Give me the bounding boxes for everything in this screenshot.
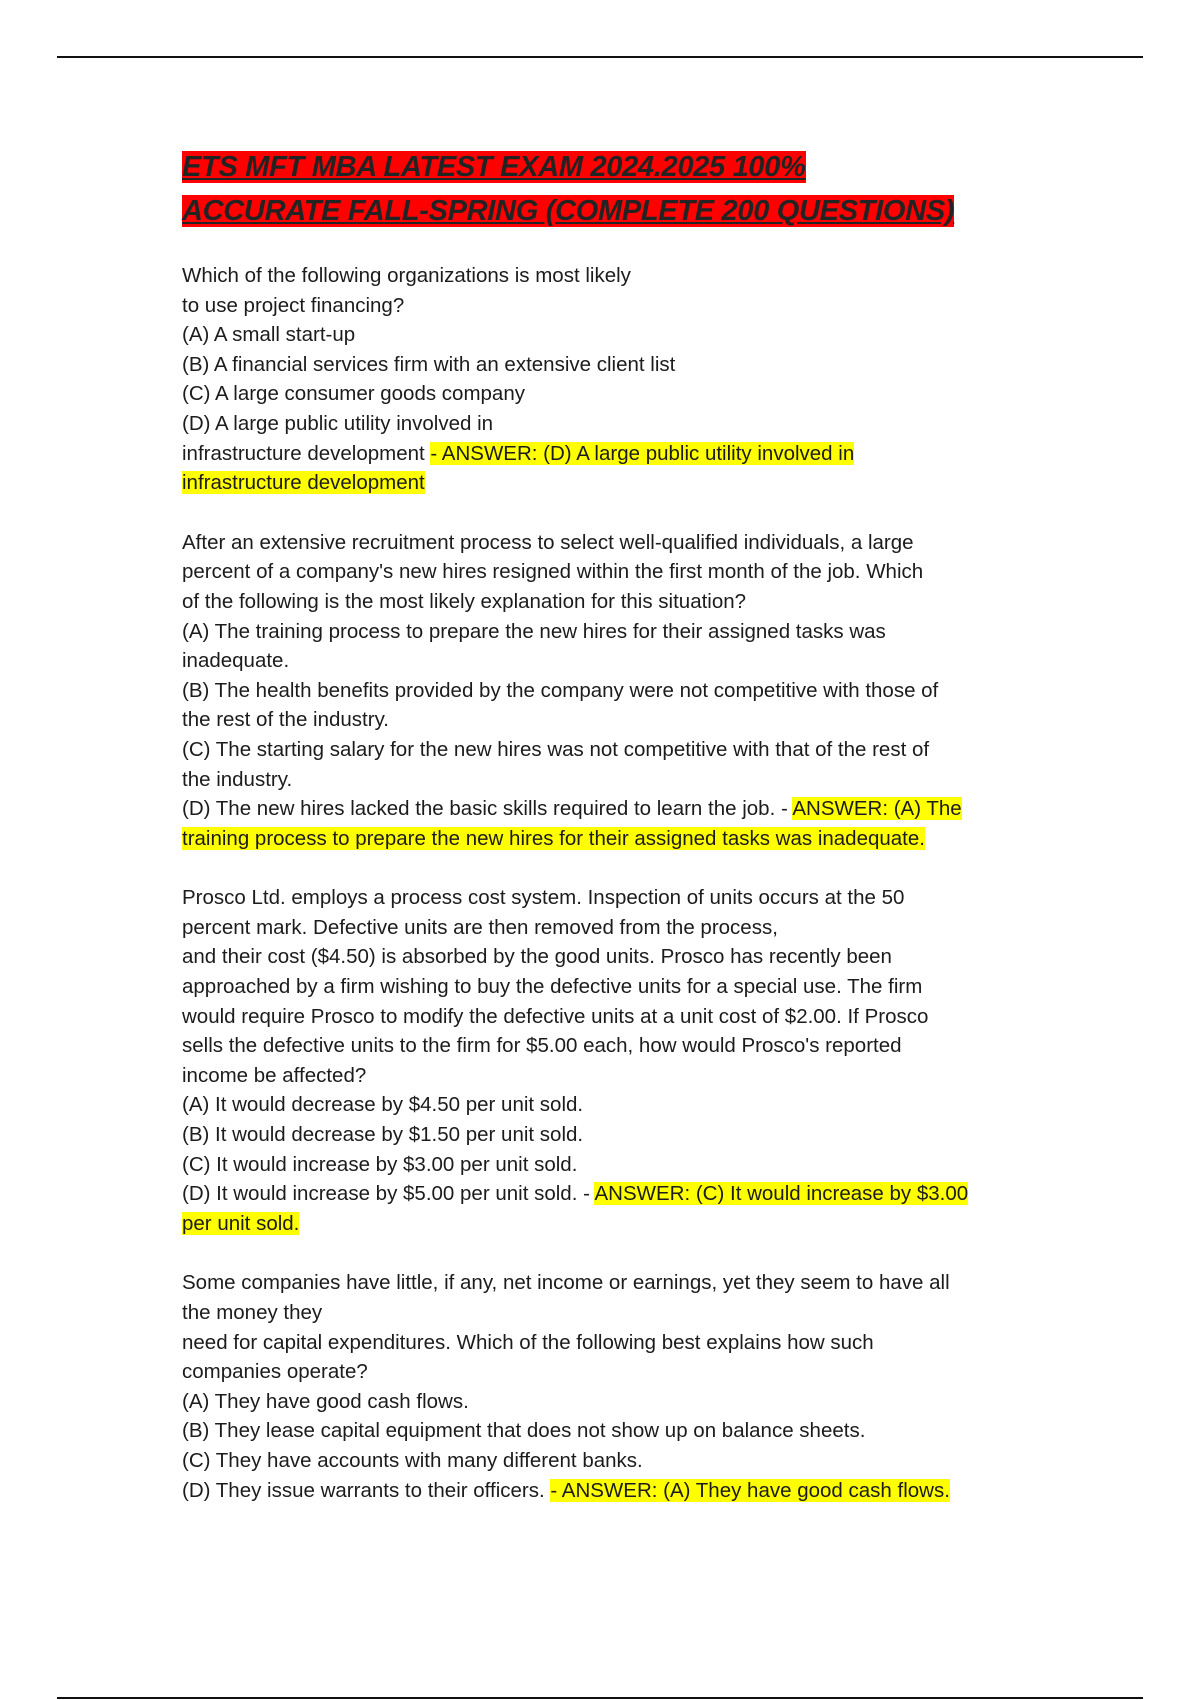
footer-rule: [57, 1697, 1143, 1699]
option-answer-line: [182, 1179, 1042, 1209]
option-line: (B) It would decrease by $1.50 per unit sold.: [182, 1123, 584, 1147]
question-line: income be affected?: [182, 1063, 367, 1087]
header-rule: [57, 56, 1143, 58]
document-body: [182, 145, 1042, 1535]
document-title: [182, 145, 1042, 233]
title-line-1: ETS MFT MBA LATEST EXAM 2024.2025 100%: [182, 151, 806, 183]
question-line: the money they: [182, 1301, 323, 1324]
option-line: (A) The training process to prepare the new hires for their assigned tasks was: [182, 619, 886, 643]
answer-continuation-line: [182, 468, 1042, 498]
option-line: (A) A small start-up: [182, 323, 356, 347]
question-line: Which of the following organizations is most likely: [182, 264, 631, 287]
title-line-2: ACCURATE FALL-SPRING (COMPLETE 200 QUESTIONS): [182, 195, 955, 227]
option-line: (C) They have accounts with many different banks.: [182, 1448, 643, 1472]
option-answer-line: [182, 794, 1042, 824]
question-line: percent mark. Defective units are then removed from the process,: [182, 915, 778, 939]
option-line: (B) They lease capital equipment that does not show up on balance sheets.: [182, 1419, 866, 1443]
option-answer-line: [182, 1476, 1042, 1506]
option-text: (D) It would increase by $5.00 per unit sold. -: [182, 1182, 595, 1206]
option-text: (D) The new hires lacked the basic skills required to learn the job. -: [182, 797, 793, 821]
answer-continuation-line: [182, 1209, 1042, 1239]
question-line: would require Prosco to modify the defective units at a unit cost of $2.00. If Prosco: [182, 1004, 929, 1028]
option-text: infrastructure development: [182, 441, 431, 465]
option-line: (B) The health benefits provided by the company were not competitive with those of: [182, 678, 939, 702]
question-line: need for capital expenditures. Which of the following best explains how such: [182, 1330, 874, 1354]
answer-continuation-line: [182, 824, 1042, 854]
question-line: percent of a company's new hires resigned within the first month of the job. Which: [182, 560, 924, 584]
option-line: (D) A large public utility involved in: [182, 411, 494, 435]
option-line: (C) A large consumer goods company: [182, 382, 525, 406]
question-line: sells the defective units to the firm for $5.00 each, how would Prosco's reported: [182, 1034, 902, 1058]
question-line: Some companies have little, if any, net income or earnings, yet they seem to have all: [182, 1271, 950, 1295]
option-line: (C) The starting salary for the new hires was not competitive with that of the rest of: [182, 737, 930, 761]
option-line: (A) They have good cash flows.: [182, 1389, 469, 1413]
question-block-4: [182, 1268, 1042, 1505]
answer-highlight: training process to prepare the new hires for their assigned tasks was inadequate.: [182, 826, 925, 850]
option-answer-line: [182, 439, 1042, 469]
answer-highlight: ANSWER: (A) The: [792, 797, 962, 821]
option-line: the rest of the industry.: [182, 708, 390, 732]
question-line: approached by a firm wishing to buy the defective units for a special use. The firm: [182, 975, 923, 999]
question-line: of the following is the most likely explanation for this situation?: [182, 589, 747, 613]
question-line: After an extensive recruitment process to select well-qualified individuals, a large: [182, 530, 914, 554]
question-block-3: [182, 883, 1042, 1238]
answer-highlight: - ANSWER: (D) A large public utility involved in: [430, 441, 855, 465]
question-block-2: [182, 528, 1042, 854]
option-text: (D) They issue warrants to their officers.: [182, 1478, 551, 1502]
option-line: (A) It would decrease by $4.50 per unit sold.: [182, 1093, 584, 1117]
option-line: inadequate.: [182, 649, 290, 673]
question-line: Prosco Ltd. employs a process cost system. Inspection of units occurs at the 50: [182, 886, 905, 910]
answer-highlight: per unit sold.: [182, 1211, 300, 1235]
question-line: companies operate?: [182, 1360, 368, 1384]
option-line: (C) It would increase by $3.00 per unit sold.: [182, 1152, 578, 1176]
question-line: to use project financing?: [182, 293, 405, 317]
answer-highlight: ANSWER: (C) It would increase by $3.00: [594, 1182, 969, 1206]
option-line: (B) A financial services firm with an extensive client list: [182, 352, 676, 376]
answer-highlight: - ANSWER: (A) They have good cash flows.: [550, 1478, 950, 1502]
question-line: and their cost ($4.50) is absorbed by the good units. Prosco has recently been: [182, 945, 892, 969]
answer-highlight: infrastructure development: [182, 471, 425, 495]
question-block-1: [182, 261, 1042, 498]
option-line: the industry.: [182, 767, 293, 791]
